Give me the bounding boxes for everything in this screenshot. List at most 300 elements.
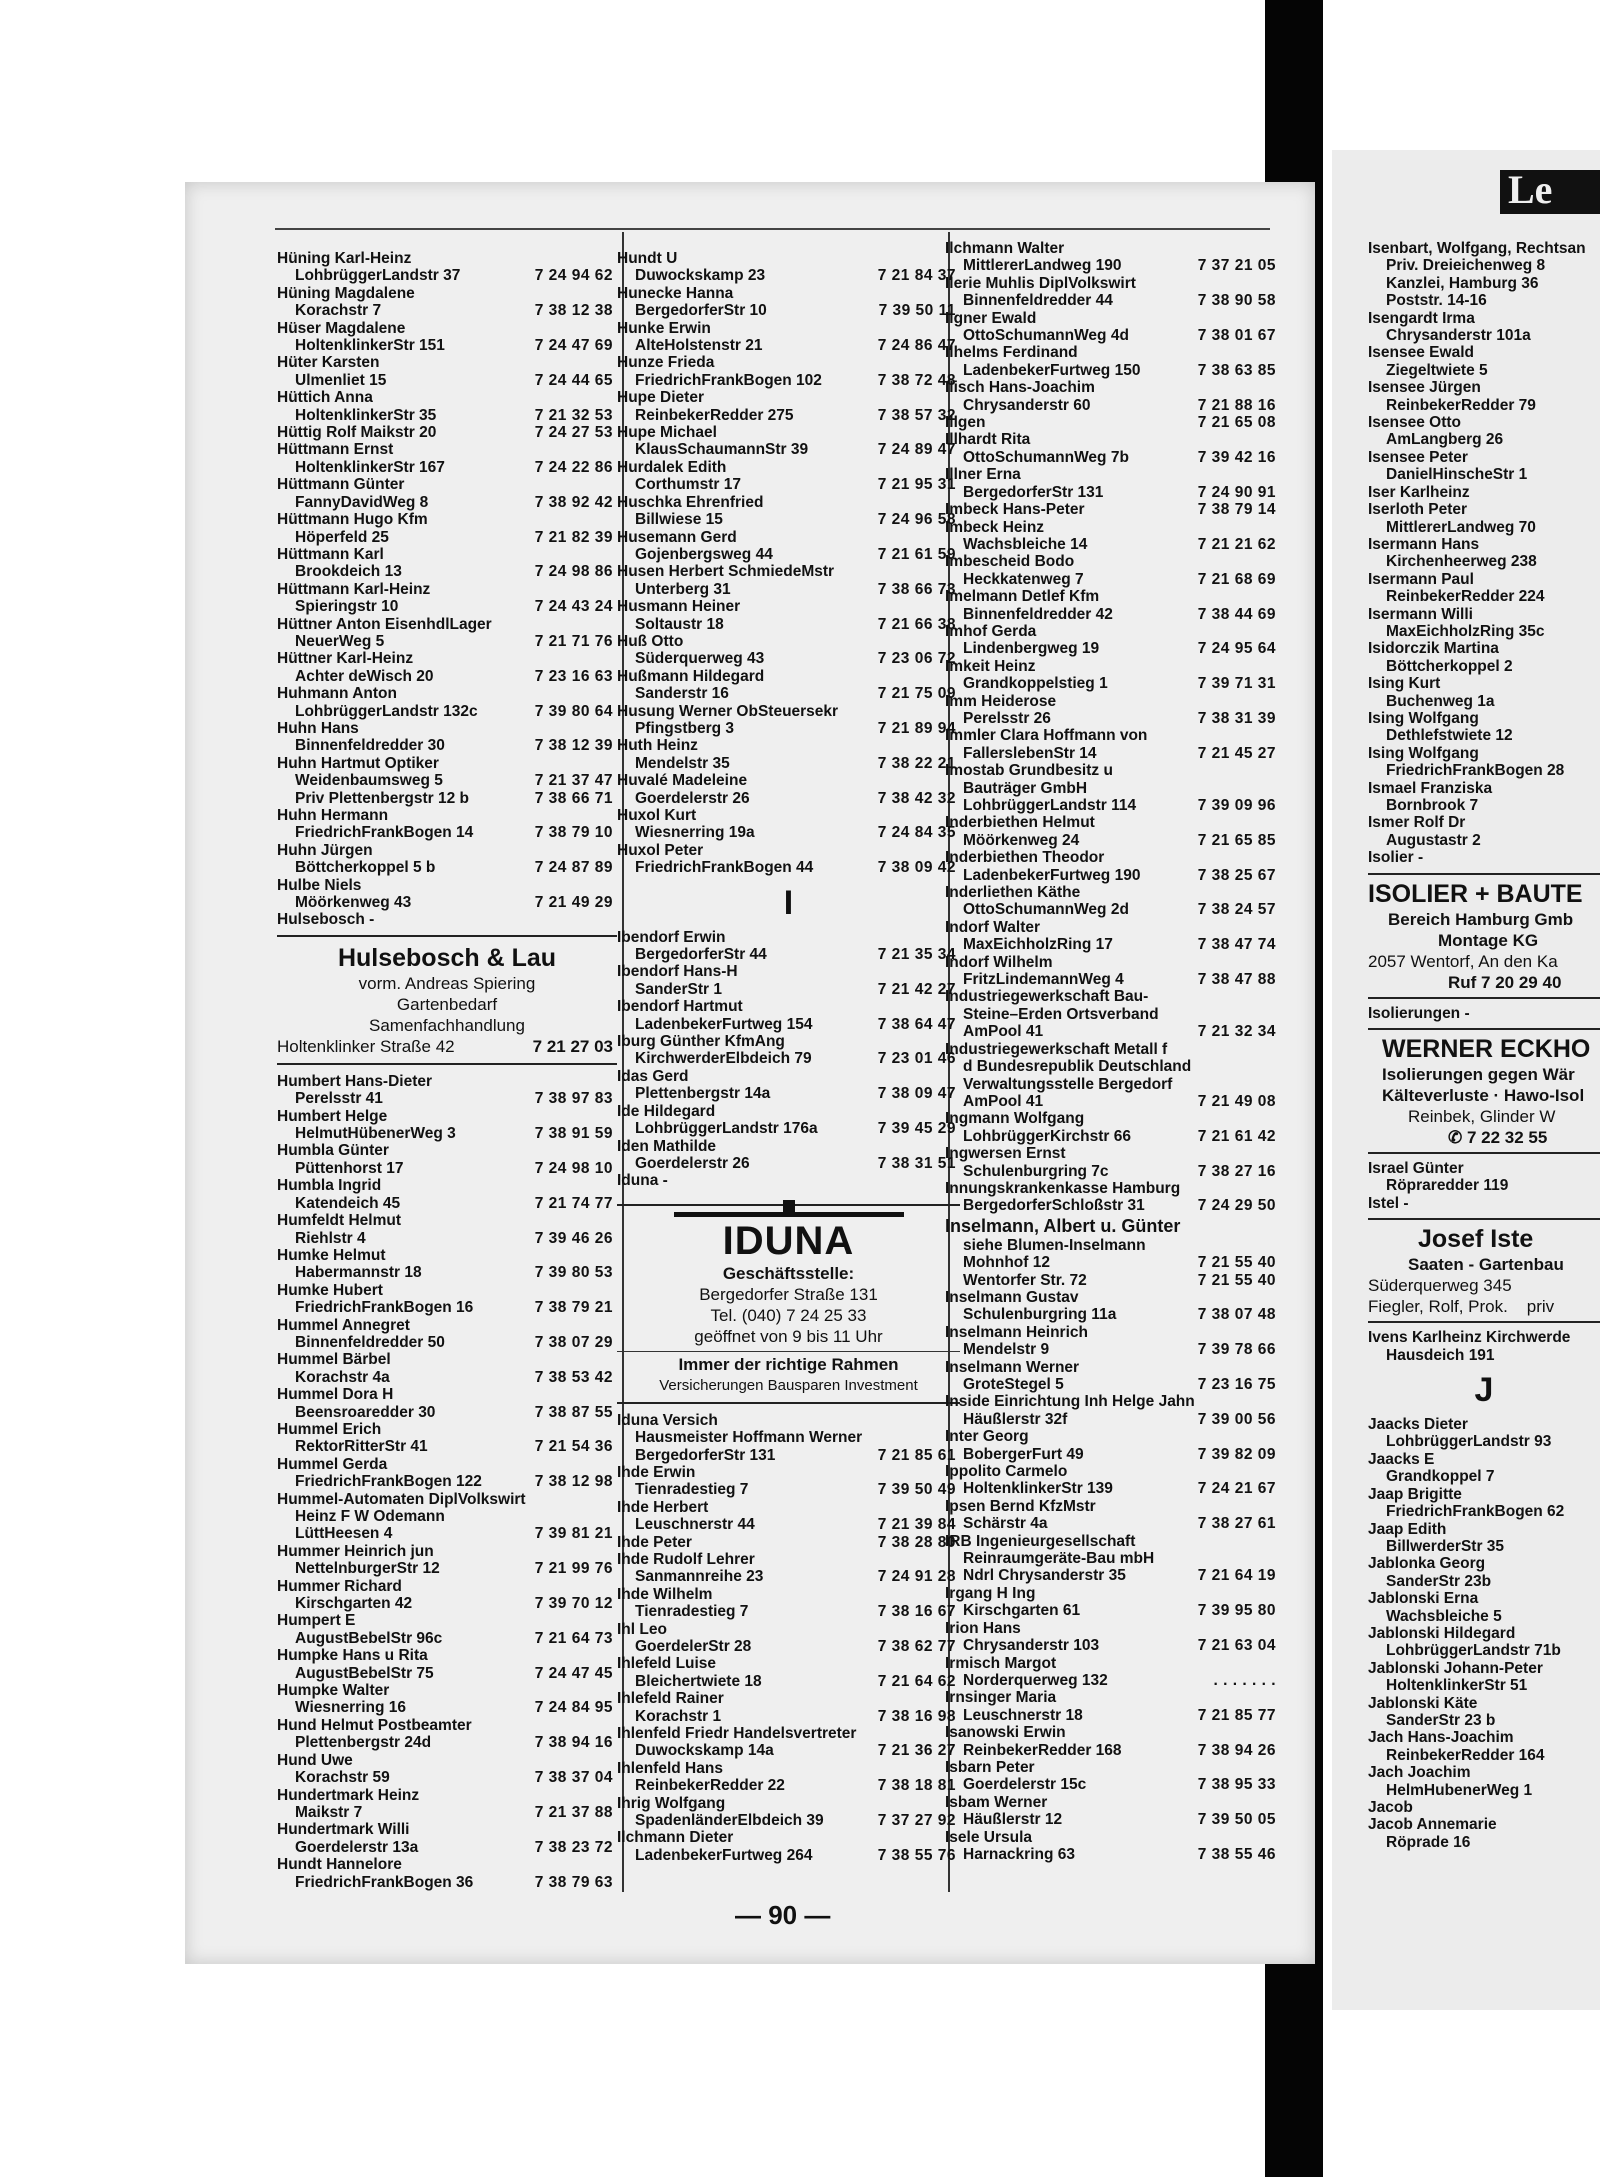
entry-address: Weidenbaumsweg 5 [295, 772, 443, 790]
entry-name: Huhmann Anton [277, 685, 397, 703]
entry-list [1368, 240, 1600, 867]
advert-line: Reinbek, Glinder W [1408, 1107, 1556, 1127]
entry-name: Hüser Magdalene [277, 319, 406, 337]
entry-address: MaxEichholzRing 17 [963, 936, 1113, 954]
entry-name: Industriegewerkschaft Bau- [945, 988, 1149, 1006]
entry-phone: 7 39 45 29 [877, 1120, 956, 1138]
directory-entry [617, 598, 960, 633]
entry-address: Verwaltungsstelle Bergedorf [963, 1075, 1173, 1093]
entry-address: Häußlerstr 32f [963, 1410, 1068, 1428]
directory-entry [1368, 484, 1600, 501]
directory-entry [277, 1752, 617, 1787]
entry-address: Goerdelerstr 26 [635, 1154, 750, 1172]
directory-entry [945, 1272, 1280, 1289]
entry-phone: 7 23 06 72 [877, 650, 956, 668]
advert-line: Bereich Hamburg Gmb [1388, 909, 1574, 929]
entry-name: Hüttner Anton EisenhdlLager [277, 615, 492, 633]
advert-hulsebosch [277, 935, 617, 1065]
entry-name: Ising Wolfgang [1368, 709, 1479, 727]
directory-entry [277, 546, 617, 581]
entry-name: Ilisch Hans-Joachim [945, 379, 1095, 397]
entry-address: LohbrüggerLandstr 176a [635, 1120, 818, 1138]
entry-phone: 7 38 63 85 [1197, 361, 1276, 379]
entry-name: Huxol Peter [617, 841, 704, 859]
entry-address: d Bundesrepublik Deutschland [963, 1058, 1192, 1076]
entry-name: Ingmann Wolfgang [945, 1110, 1085, 1128]
directory-entry [277, 1682, 617, 1717]
directory-entry [1368, 1625, 1600, 1660]
entry-phone: 7 38 72 48 [877, 371, 956, 389]
entry-name: Humpert E [277, 1612, 356, 1630]
entry-address: ReinbekerRedder 275 [635, 406, 794, 424]
entry-address: BergedorferStr 44 [635, 946, 767, 964]
entry-name: Imelmann Detlef Kfm [945, 588, 1100, 606]
directory-entry [945, 1655, 1280, 1690]
directory-entry [1368, 449, 1600, 484]
entry-phone: 7 24 27 53 [534, 424, 613, 442]
advert-line: Versicherungen Bausparen Investment [659, 1376, 918, 1394]
directory-entry [1368, 1695, 1600, 1730]
entry-address: Püttenhorst 17 [295, 1159, 404, 1177]
entry-phone: 7 39 42 16 [1197, 448, 1276, 466]
entry-phone: 7 21 68 69 [1197, 570, 1276, 588]
directory-entry [945, 1620, 1280, 1655]
entry-address: AugustBebelStr 96c [295, 1629, 443, 1647]
advert-line-text: priv [1526, 1297, 1555, 1317]
entry-name: Ihlenfeld Friedr Handelsvertreter [617, 1725, 857, 1743]
entry-name: Ingwersen Ernst [945, 1145, 1066, 1163]
entry-address: Kanzlei, Hamburg 36 [1386, 274, 1539, 292]
entry-phone: 7 38 27 16 [1197, 1162, 1276, 1180]
entry-name: Isolierungen - [1368, 1004, 1470, 1022]
entry-name: Isermann Paul [1368, 570, 1474, 588]
entry-address: Binnenfeldredder 42 [963, 605, 1113, 623]
entry-name: Huhn Hermann [277, 807, 389, 824]
directory-entry [617, 842, 960, 877]
entry-address: LüttHeesen 4 [295, 1525, 393, 1543]
entry-address: Wiesnerring 19a [635, 824, 755, 842]
directory-entry [945, 431, 1280, 466]
entry-address: Duwockskamp 14a [635, 1742, 774, 1760]
entry-address: Billwiese 15 [635, 511, 723, 529]
entry-name: Jaap Edith [1368, 1520, 1447, 1538]
entry-phone: 7 21 71 76 [534, 632, 613, 650]
entry-name: Hupe Michael [617, 424, 717, 442]
entry-name: Huhn Jürgen [277, 841, 373, 859]
directory-entry [277, 476, 617, 511]
entry-address: Priv Plettenbergstr 12 b [295, 789, 470, 807]
page-number: — 90 — [735, 1900, 831, 1930]
entry-address: FriedrichFrankBogen 122 [295, 1473, 482, 1491]
entry-name: Huth Heinz [617, 737, 698, 755]
entry-name: Hummel-Automaten DiplVolkswirt [277, 1490, 526, 1508]
special-entry-lines [945, 1237, 1280, 1289]
directory-entry [277, 581, 617, 616]
directory-entry [945, 1180, 1280, 1215]
directory-entry [1368, 414, 1600, 449]
entry-name: Hundertmark Heinz [277, 1786, 420, 1804]
directory-entry [277, 1578, 617, 1613]
entry-list [617, 929, 960, 1190]
entry-address: Katendeich 45 [295, 1194, 401, 1212]
directory-entry [617, 459, 960, 494]
entry-name: Hunze Frieda [617, 354, 715, 372]
entry-name: Isengardt Irma [1368, 309, 1475, 327]
entry-address: Böttcherkoppel 2 [1386, 657, 1513, 675]
entry-phone: 7 39 50 49 [877, 1481, 956, 1499]
entry-address: ReinbekerRedder 168 [963, 1741, 1122, 1759]
directory-entry [1368, 1729, 1600, 1764]
entry-phone: 7 21 55 40 [1197, 1271, 1276, 1289]
section-letter: J [1474, 1371, 1494, 1410]
directory-entry [277, 755, 617, 790]
entry-phone: 7 38 95 33 [1197, 1776, 1276, 1794]
entry-name: Humke Helmut [277, 1246, 386, 1264]
entry-address: Leuschnerstr 44 [635, 1516, 755, 1534]
entry-address: Plettenbergstr 24d [295, 1734, 432, 1752]
directory-entry [945, 1041, 1280, 1076]
advert-line: geöffnet von 9 bis 11 Uhr [694, 1326, 883, 1346]
advert-isolier [1368, 873, 1600, 999]
directory-entry [945, 1759, 1280, 1794]
entry-name: Irnsinger Maria [945, 1689, 1057, 1707]
entry-phone: 7 21 95 31 [877, 476, 956, 494]
entry-name: Humpke Hans u Rita [277, 1647, 428, 1665]
entry-name: Hund Uwe [277, 1751, 353, 1769]
entry-name: Inselmann Werner [945, 1358, 1080, 1376]
entry-name: Ihlefeld Rainer [617, 1690, 724, 1708]
directory-entry [277, 250, 617, 285]
entry-name: Iduna Versich [617, 1411, 718, 1429]
advert-title: Josef Iste [1418, 1225, 1534, 1254]
entry-phone: 7 23 16 75 [1197, 1376, 1276, 1393]
advert-line: ✆ 7 22 32 55 [1448, 1128, 1548, 1148]
directory-entry [1368, 1764, 1600, 1799]
directory-entry [945, 988, 1280, 1023]
entry-address: Schärstr 4a [963, 1515, 1048, 1533]
entry-address: Röprade 16 [1386, 1833, 1471, 1851]
column-4 [1368, 240, 1600, 1851]
directory-entry [1368, 501, 1600, 536]
entry-name: Ihlefeld Luise [617, 1655, 717, 1673]
entry-address: Perelsstr 26 [963, 709, 1051, 727]
advert-line: vorm. Andreas Spiering [358, 973, 536, 993]
entry-address: ReinbekerRedder 164 [1386, 1746, 1545, 1764]
entry-name: Hüning Magdalene [277, 284, 415, 302]
entry-address: Grandkoppel 7 [1386, 1468, 1495, 1486]
entry-phone: 7 24 84 35 [877, 824, 956, 842]
entry-name: Irgang H Ing [945, 1584, 1036, 1602]
entry-list [1368, 1329, 1600, 1364]
entry-name: Jablonski Hildegard [1368, 1624, 1516, 1642]
entry-phone: 7 23 16 63 [534, 667, 613, 685]
entry-address: LohbrüggerLandstr 132c [295, 702, 478, 720]
entry-phone: 7 21 64 62 [877, 1672, 956, 1690]
entry-address: Böttcherkoppel 5 b [295, 859, 436, 877]
directory-entry [945, 1254, 1280, 1271]
directory-entry [617, 998, 960, 1033]
directory-entry [617, 668, 960, 703]
entry-address: Plettenbergstr 14a [635, 1085, 771, 1103]
directory-entry [277, 1282, 617, 1317]
directory-entry [1368, 710, 1600, 745]
entry-name: Iserloth Peter [1368, 501, 1468, 519]
advert-line-text: Fiegler, Rolf, Prok. [1368, 1297, 1508, 1317]
directory-entry [277, 911, 617, 928]
entry-name: Isensee Ewald [1368, 344, 1474, 362]
entry-name: Iburg Günther KfmAng [617, 1033, 785, 1051]
directory-entry [277, 1525, 617, 1542]
directory-entry [1368, 240, 1600, 257]
entry-address: AmPool 41 [963, 1023, 1044, 1041]
entry-address: FannyDavidWeg 8 [295, 493, 429, 511]
entry-address: Korachstr 4a [295, 1368, 390, 1386]
entry-name: Hunke Erwin [617, 319, 711, 337]
entry-phone: 7 39 80 64 [534, 702, 613, 720]
entry-address: Buchenweg 1a [1386, 692, 1495, 710]
entry-phone: 7 38 28 80 [877, 1533, 956, 1551]
entry-name: Husemann Gerd [617, 528, 737, 546]
entry-address: BillwerderStr 35 [1386, 1537, 1505, 1555]
directory-entry [277, 354, 617, 389]
entry-list [1368, 1160, 1600, 1212]
directory-entry [945, 275, 1280, 310]
entry-address: DanielHinscheStr 1 [1386, 466, 1528, 484]
entry-phone: 7 37 27 92 [877, 1812, 956, 1830]
directory-entry [617, 929, 960, 964]
entry-name: Ihde Herbert [617, 1498, 709, 1516]
entry-phone: 7 24 98 10 [534, 1159, 613, 1177]
entry-address: SanderStr 1 [635, 980, 723, 998]
entry-address: Leuschnerstr 18 [963, 1706, 1083, 1724]
directory-entry [945, 1533, 1280, 1568]
entry-address: Priv. Dreieichenweg 8 [1386, 257, 1546, 275]
entry-address: Wachsbleiche 5 [1386, 1607, 1502, 1625]
entry-name: Hüttmann Ernst [277, 441, 394, 459]
entry-address: OttoSchumannWeg 4d [963, 327, 1129, 345]
directory-entry [945, 954, 1280, 989]
entry-name: Imbescheid Bodo [945, 553, 1075, 571]
entry-name: Hüttig Rolf Maikstr 20 [277, 424, 437, 442]
directory-entry [617, 963, 960, 998]
entry-address: Röpraredder 119 [1386, 1177, 1509, 1195]
directory-entry [617, 1795, 960, 1830]
entry-address: Tienradestieg 7 [635, 1481, 749, 1499]
directory-entry [277, 842, 617, 877]
entry-name: Ihrig Wolfgang [617, 1794, 726, 1812]
entry-address: HoltenklinkerStr 51 [1386, 1677, 1528, 1695]
entry-phone: 7 21 35 34 [877, 946, 956, 964]
entry-phone: 7 38 07 29 [534, 1333, 613, 1351]
entry-address: Korachstr 1 [635, 1707, 722, 1725]
entry-list [617, 1412, 960, 1865]
entry-address: Wachsbleiche 14 [963, 535, 1088, 553]
entry-name: Hulbe Niels [277, 876, 362, 894]
entry-name: Hummel Dora H [277, 1386, 394, 1404]
entry-address: ReinbekerRedder 22 [635, 1777, 785, 1795]
advert-address [277, 1036, 617, 1057]
directory-entry [617, 1447, 960, 1464]
entry-phone: 7 21 85 77 [1197, 1706, 1276, 1724]
entry-phone: 7 39 71 31 [1197, 675, 1276, 693]
entry-address: Perelsstr 41 [295, 1090, 383, 1108]
entry-address: Schulenburgring 11a [963, 1306, 1117, 1324]
entry-name: IRB Ingenieurgesellschaft [945, 1532, 1136, 1550]
entry-address: Lindenbergweg 19 [963, 640, 1100, 658]
directory-entry [617, 1725, 960, 1760]
entry-phone: 7 21 39 84 [877, 1516, 956, 1534]
entry-phone: 7 21 85 61 [877, 1446, 956, 1464]
entry-phone: 7 39 78 66 [1197, 1341, 1276, 1359]
entry-address: siehe Blumen-Inselmann [963, 1236, 1146, 1254]
entry-phone: 7 38 62 77 [877, 1638, 956, 1655]
entry-phone: 7 38 31 51 [877, 1154, 956, 1172]
entry-address: Poststr. 14-16 [1386, 292, 1487, 310]
advert-phone: 7 21 27 03 [532, 1036, 613, 1056]
entry-address: Ndrl Chrysanderstr 35 [963, 1567, 1126, 1585]
entry-phone: 7 38 92 42 [534, 493, 613, 511]
directory-entry [277, 877, 617, 912]
entry-address: Korachstr 7 [295, 302, 382, 320]
directory-entry [277, 511, 617, 546]
directory-entry [277, 389, 617, 424]
directory-entry [945, 1110, 1280, 1145]
directory-entry [945, 1585, 1280, 1620]
entry-phone: 7 21 32 53 [534, 406, 613, 424]
header-rule [275, 228, 1270, 230]
entry-address: Mendelstr 9 [963, 1341, 1050, 1359]
entry-phone: 7 21 42 27 [877, 980, 956, 998]
entry-address: Heinz F W Odemann [295, 1508, 445, 1525]
entry-phone: 7 24 96 58 [877, 511, 956, 529]
entry-name: Isensee Otto [1368, 414, 1462, 432]
entry-address: BergedorferStr 131 [635, 1446, 776, 1464]
directory-entry [617, 1499, 960, 1534]
advert-line: Bergedorfer Straße 131 [699, 1284, 878, 1304]
entry-address: KirchwerderElbdeich 79 [635, 1050, 812, 1068]
entry-name: Huß Otto [617, 632, 684, 650]
directory-entry [277, 1108, 617, 1143]
entry-address: AmPool 41 [963, 1092, 1044, 1110]
entry-name: Hummel Gerda [277, 1455, 388, 1473]
entry-phone: 7 38 94 16 [534, 1734, 613, 1752]
entry-address: Häußlerstr 12 [963, 1811, 1063, 1829]
advert-title: Hulsebosch & Lau [337, 943, 557, 972]
directory-entry [945, 240, 1280, 275]
directory-entry [945, 1093, 1280, 1110]
entry-phone: 7 21 63 04 [1197, 1637, 1276, 1655]
entry-address: NettelnburgerStr 12 [295, 1560, 440, 1578]
entry-name: Hulsebosch - [277, 911, 375, 929]
entry-phone: 7 21 21 62 [1197, 535, 1276, 553]
entry-address: Höperfeld 25 [295, 528, 389, 546]
entry-phone: 7 24 90 91 [1197, 483, 1276, 501]
entry-phone: 7 39 00 56 [1197, 1410, 1276, 1428]
entry-name: Illgen [945, 414, 986, 432]
entry-phone: 7 24 29 50 [1197, 1197, 1276, 1215]
directory-entry [945, 1428, 1280, 1463]
entry-phone: 7 24 84 95 [534, 1699, 613, 1717]
entry-address: Dethlefstwiete 12 [1386, 727, 1513, 745]
advert-line: Ruf 7 20 29 40 [1448, 972, 1562, 992]
directory-entry [945, 1359, 1280, 1394]
directory-entry [277, 1142, 617, 1177]
entry-address: Ulmenliet 15 [295, 371, 387, 389]
entry-phone: 7 21 64 73 [534, 1629, 613, 1647]
directory-entry [1368, 745, 1600, 780]
directory-entry [617, 1412, 960, 1447]
advert-line: Samenfachhandlung [369, 1015, 525, 1035]
entry-name: Isbam Werner [945, 1793, 1048, 1811]
entry-name: Hüter Karsten [277, 354, 380, 372]
entry-name: Isermann Hans [1368, 535, 1480, 553]
entry-address: Kirschgarten 61 [963, 1602, 1081, 1620]
entry-phone: 7 21 74 77 [534, 1194, 613, 1212]
entry-address: HoltenklinkerStr 151 [295, 337, 445, 355]
entry-phone: 7 21 99 76 [534, 1560, 613, 1578]
entry-address: FriedrichFrankBogen 14 [295, 824, 474, 842]
directory-entry [617, 354, 960, 389]
entry-name: Jach Joachim [1368, 1764, 1471, 1782]
directory-entry [617, 1760, 960, 1795]
directory-entry [945, 344, 1280, 379]
directory-entry [617, 563, 960, 598]
entry-name: Humbla Ingrid [277, 1177, 382, 1195]
advert-line: Geschäftsstelle: [722, 1263, 855, 1283]
entry-phone: 7 21 89 94 [877, 719, 956, 737]
entry-phone: 7 38 79 21 [534, 1299, 613, 1317]
entry-address: Tienradestieg 7 [635, 1603, 749, 1621]
entry-address: Brookdeich 13 [295, 563, 402, 581]
entry-address: Norderquerweg 132 [963, 1671, 1108, 1689]
entry-phone: 7 38 09 47 [877, 1085, 956, 1103]
entry-name: Huhn Hartmut Optiker [277, 754, 439, 772]
entry-phone: 7 38 57 32 [877, 406, 956, 424]
entry-address: Bornbrook 7 [1386, 797, 1479, 814]
entry-address: LohbrüggerLandstr 37 [295, 267, 461, 285]
entry-address: Sanderstr 16 [635, 685, 729, 703]
entry-name: Ising Kurt [1368, 675, 1441, 693]
directory-entry [617, 494, 960, 529]
entry-name: Ibendorf Hans-H [617, 963, 738, 981]
entry-address: LadenbekerFurtweg 150 [963, 361, 1141, 379]
advert-iduna [617, 1204, 960, 1404]
directory-entry [617, 1655, 960, 1690]
entry-name: Ibendorf Erwin [617, 928, 726, 946]
entry-address: MittlererLandweg 70 [1386, 518, 1536, 536]
entry-address: ReinbekerRedder 79 [1386, 396, 1536, 414]
entry-phone: 7 39 50 05 [1197, 1811, 1276, 1829]
entry-phone: 7 38 79 14 [1197, 501, 1276, 519]
entry-address: MaxEichholzRing 35c [1386, 622, 1545, 640]
entry-phone: 7 21 75 09 [877, 685, 956, 703]
entry-phone: 7 21 54 36 [534, 1438, 613, 1456]
entry-name: Inselmann Gustav [945, 1288, 1079, 1306]
entry-name: Isanowski Erwin [945, 1724, 1066, 1742]
entry-name: Ibendorf Hartmut [617, 998, 743, 1016]
entry-phone: 7 21 32 34 [1197, 1023, 1276, 1041]
directory-entry [277, 1612, 617, 1647]
entry-phone: 7 24 47 45 [534, 1664, 613, 1682]
directory-entry [277, 650, 617, 685]
entry-name: Husen Herbert SchmiedeMstr [617, 563, 835, 581]
entry-name: Jablonski Erna [1368, 1590, 1479, 1608]
directory-entry [617, 807, 960, 842]
directory-entry [617, 1138, 960, 1173]
entry-address: FriedrichFrankBogen 62 [1386, 1503, 1565, 1521]
entry-phone: 7 38 47 74 [1197, 936, 1276, 954]
entry-phone: 7 24 43 24 [534, 598, 613, 616]
